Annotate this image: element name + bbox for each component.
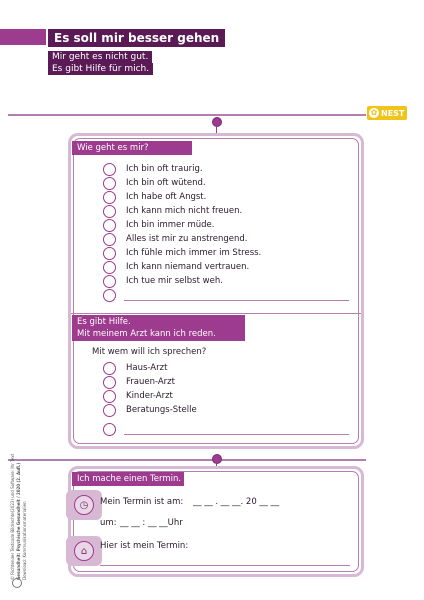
place-label: Hier ist mein Termin: (100, 541, 189, 551)
contact-label-3: Kinder-Arzt (126, 391, 173, 401)
item-label-7: Ich fühle mich immer im Stress. (126, 248, 262, 258)
checkbox-3[interactable] (103, 191, 116, 204)
checkbox-5[interactable] (103, 219, 116, 232)
building-icon-wrap (66, 536, 102, 566)
checkbox-6[interactable] (103, 233, 116, 246)
checkbox-beratungs-stelle[interactable] (103, 404, 116, 417)
header-accent-bar (0, 29, 46, 45)
date-label: Mein Termin ist am: (100, 497, 184, 507)
top-divider (8, 114, 366, 116)
checkbox-7[interactable] (103, 247, 116, 260)
section-heading-help (72, 315, 245, 341)
item-label-4: Ich kann mich nicht freuen. (126, 206, 243, 216)
help-heading-line-2: Mit meinem Arzt kann ich reden. (77, 329, 216, 339)
write-in-line-feelings[interactable] (124, 300, 349, 301)
building-icon: ⌂ (74, 541, 94, 561)
section-heading-feelings: Wie geht es mir? (72, 141, 192, 155)
item-label-3: Ich habe oft Angst. (126, 192, 207, 202)
contact-label-4: Beratungs-Stelle (126, 405, 197, 415)
subtitle-line-1: Mir geht es nicht gut. (48, 51, 152, 63)
credit-line-2: Gesundheit: Psychische Gesundheit / 2020 (2. Aufl.) (16, 462, 21, 580)
item-label-9: Ich tue mir selbst weh. (126, 276, 223, 286)
checkbox-4[interactable] (103, 205, 116, 218)
help-question: Mit wem will ich sprechen? (92, 347, 207, 357)
checkbox-frauen-arzt[interactable] (103, 376, 116, 389)
item-label-8: Ich kann niemand vertrauen. (126, 262, 250, 272)
pin-icon (212, 117, 222, 127)
section-heading-appointment: Ich mache einen Termin. (72, 472, 184, 486)
item-label-6: Alles ist mir zu anstrengend. (126, 234, 248, 244)
corner-circle-icon (12, 578, 22, 588)
contact-label-2: Frauen-Arzt (126, 377, 175, 387)
subtitle-line-2: Es gibt Hilfe für mich. (48, 63, 153, 75)
place-write-line[interactable] (100, 565, 350, 566)
checkbox-8[interactable] (103, 261, 116, 274)
checkbox-other-contact[interactable] (103, 423, 116, 436)
clock-icon-wrap (66, 490, 102, 520)
nest-badge (367, 106, 407, 120)
checkbox-1[interactable] (103, 163, 116, 176)
credit-line-3: Download: Kommunikationsmaterialien (22, 501, 27, 580)
checkbox-haus-arzt[interactable] (103, 362, 116, 375)
side-credit (10, 400, 40, 590)
item-label-1: Ich bin oft traurig. (126, 164, 203, 174)
contact-label-1: Haus-Arzt (126, 363, 168, 373)
clock-icon: ◷ (74, 495, 94, 515)
write-in-line-contact[interactable] (124, 434, 349, 435)
nest-logo-icon: ✿ (370, 108, 378, 117)
middle-divider (8, 459, 366, 461)
item-label-5: Ich bin immer müde. (126, 220, 215, 230)
credit-line-1: © Richtender Textcode Bildrechte(2023) und Software: Ihr Text (10, 453, 15, 580)
checkbox-2[interactable] (103, 177, 116, 190)
pin-icon-2 (212, 454, 222, 464)
section-divider (71, 313, 361, 314)
nest-badge-label: NEST (381, 108, 405, 118)
help-heading-line-1: Es gibt Hilfe. (77, 317, 131, 327)
checkbox-kinder-arzt[interactable] (103, 390, 116, 403)
date-field[interactable]: __ __ . __ __. 20 __ __ (193, 497, 280, 507)
item-label-2: Ich bin oft wütend. (126, 178, 206, 188)
checkbox-9[interactable] (103, 275, 116, 288)
time-label: um: (100, 518, 117, 528)
checkbox-other-feeling[interactable] (103, 289, 116, 302)
page-title: Es soll mir besser gehen (48, 29, 225, 47)
time-field[interactable]: __ __ : __ __Uhr (120, 518, 183, 528)
